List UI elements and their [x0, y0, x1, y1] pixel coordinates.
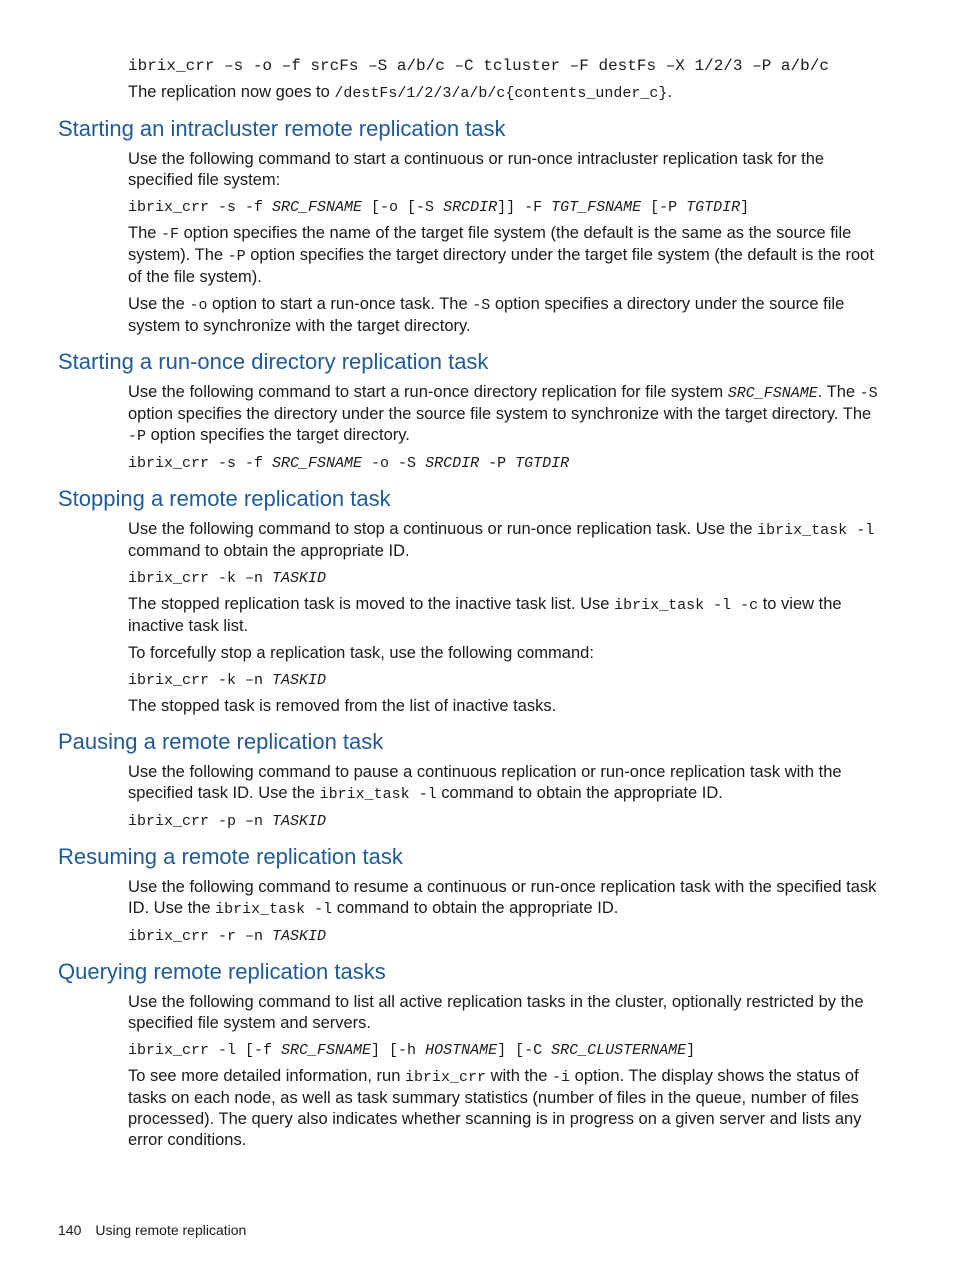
text: option specifies the target directory under the target file system (the default is the root of the file system). [128, 246, 874, 286]
text: command to obtain the appropriate ID. [128, 542, 410, 560]
text: option specifies the target directory. [146, 426, 410, 444]
command-line [128, 453, 878, 474]
inline-code: -S [859, 385, 878, 402]
text: Use the [128, 295, 190, 313]
section-body-querying [128, 992, 878, 1151]
text: option specifies a directory under the source file system to synchronize with the target directory. [128, 295, 845, 335]
text: option. The display shows the status of tasks on each node, as well as task summary statistics (number of files in the queue, number of files processed). The query also indicates whether scanning is in progress on a given server and lists any error conditions. [128, 1067, 862, 1149]
paragraph: The stopped task is removed from the list of inactive tasks. [128, 697, 557, 715]
code-text: ibrix_crr -s -f [128, 455, 273, 472]
text: with the [486, 1067, 553, 1085]
code-param: TGTDIR [686, 199, 741, 216]
code-text: -P [479, 455, 516, 472]
inline-code: ibrix_crr [404, 1069, 486, 1086]
paragraph [128, 1066, 878, 1151]
text: Use the following command to stop a continuous or run-once replication task. Use the [128, 520, 758, 538]
paragraph: Use the following command to list all active replication tasks in the cluster, optionally restricted by the specified file system and servers. [128, 993, 864, 1032]
text: . [667, 83, 673, 101]
text: command to obtain the appropriate ID. [332, 899, 619, 917]
paragraph [128, 594, 878, 637]
code-text: ibrix_crr -l [-f [128, 1042, 282, 1059]
paragraph [128, 382, 878, 447]
section-body-stopping [128, 519, 878, 717]
code-text: ibrix_crr -k –n [128, 672, 273, 689]
command-line [128, 1040, 878, 1061]
text: Use the following command to start a run-once directory replication for file system [128, 383, 728, 401]
inline-code: ibrix_task -l -c [614, 597, 759, 614]
inline-code: -P [227, 248, 246, 265]
code-param: SRCDIR [425, 455, 480, 472]
code-text: [-o [-S [362, 199, 444, 216]
page-number: 140 [58, 1222, 82, 1238]
code-text: ] [740, 199, 750, 216]
page-footer [58, 1222, 260, 1238]
section-heading-stopping: Stopping a remote replication task [58, 486, 391, 511]
code-text: ibrix_crr -s -f [128, 199, 273, 216]
code-text: ] [-h [371, 1042, 426, 1059]
code-text: [-P [641, 199, 687, 216]
paragraph: Use the following command to start a continuous or run-once intracluster replication task for the specified file system: [128, 150, 825, 189]
code-text: ibrix_crr -k –n [128, 570, 273, 587]
text: The replication now goes to [128, 83, 335, 101]
code-param: SRCDIR [443, 199, 498, 216]
destination-path: /destFs/1/2/3/a/b/c{contents_under_c} [334, 85, 668, 102]
text: Use the following command to resume a continuous or run-once replication task with the specified task ID. Use the [128, 878, 877, 917]
inline-code: ibrix_task -l [757, 522, 875, 539]
inline-code: -P [128, 428, 147, 445]
paragraph [128, 223, 878, 288]
code-param: TGT_FSNAME [551, 199, 642, 216]
code-param: SRC_FSNAME [272, 199, 363, 216]
inline-code: -o [189, 297, 208, 314]
command-line [128, 197, 878, 218]
intro-block [128, 56, 878, 104]
text: To see more detailed information, run [128, 1067, 405, 1085]
code-param: TASKID [272, 928, 327, 945]
code-text: ]] -F [497, 199, 552, 216]
section-heading-intracluster: Starting an intracluster remote replication task [58, 116, 506, 141]
text: . The [817, 383, 860, 401]
section-heading-resuming: Resuming a remote replication task [58, 844, 403, 869]
intro-paragraph [128, 82, 878, 104]
code-param: TASKID [272, 813, 327, 830]
inline-code: -F [161, 226, 180, 243]
section-heading-run-once: Starting a run-once directory replication task [58, 349, 489, 374]
inline-code: ibrix_task -l [319, 786, 437, 803]
section-body-pausing [128, 762, 878, 832]
inline-code: SRC_FSNAME [727, 385, 818, 402]
code-param: SRC_CLUSTERNAME [551, 1042, 687, 1059]
intro-command: ibrix_crr –s -o –f srcFs –S a/b/c –C tcluster –F destFs –X 1/2/3 –P a/b/c [128, 57, 829, 75]
code-param: SRC_FSNAME [281, 1042, 372, 1059]
code-text: ] [686, 1042, 696, 1059]
text: The [128, 224, 162, 242]
text: option to start a run-once task. The [207, 295, 473, 313]
inline-code: -S [472, 297, 491, 314]
inline-code: -i [552, 1069, 571, 1086]
code-text: ibrix_crr -p –n [128, 813, 273, 830]
section-heading-querying: Querying remote replication tasks [58, 959, 386, 984]
code-param: HOSTNAME [425, 1042, 498, 1059]
paragraph [128, 762, 878, 805]
command-line [128, 926, 878, 947]
text: The stopped replication task is moved to the inactive task list. Use [128, 595, 615, 613]
code-text: ] [-C [497, 1042, 552, 1059]
code-param: TASKID [272, 672, 327, 689]
section-body-run-once [128, 382, 878, 474]
chapter-title: Using remote replication [95, 1222, 247, 1238]
inline-code: ibrix_task -l [215, 901, 333, 918]
command-line [128, 811, 878, 832]
text: command to obtain the appropriate ID. [436, 784, 723, 802]
section-body-intracluster [128, 149, 878, 337]
code-text: -o -S [362, 455, 426, 472]
text: option specifies the name of the target file system (the default is the same as the source file system). The [128, 224, 852, 264]
paragraph [128, 294, 878, 337]
section-heading-pausing: Pausing a remote replication task [58, 729, 384, 754]
text: to view the inactive task list. [128, 595, 842, 635]
text: Use the following command to pause a continuous replication or run-once replication task with the specified task ID. Use the [128, 763, 842, 802]
section-body-resuming [128, 877, 878, 947]
paragraph: To forcefully stop a replication task, use the following command: [128, 644, 594, 662]
paragraph [128, 877, 878, 920]
command-line [128, 568, 878, 589]
code-param: TGTDIR [515, 455, 570, 472]
command-line [128, 670, 878, 691]
code-param: TASKID [272, 570, 327, 587]
code-param: SRC_FSNAME [272, 455, 363, 472]
page-content [58, 56, 878, 1157]
paragraph [128, 519, 878, 562]
code-text: ibrix_crr -r –n [128, 928, 273, 945]
text: option specifies the directory under the source file system to synchronize with the target directory. The [128, 405, 872, 423]
